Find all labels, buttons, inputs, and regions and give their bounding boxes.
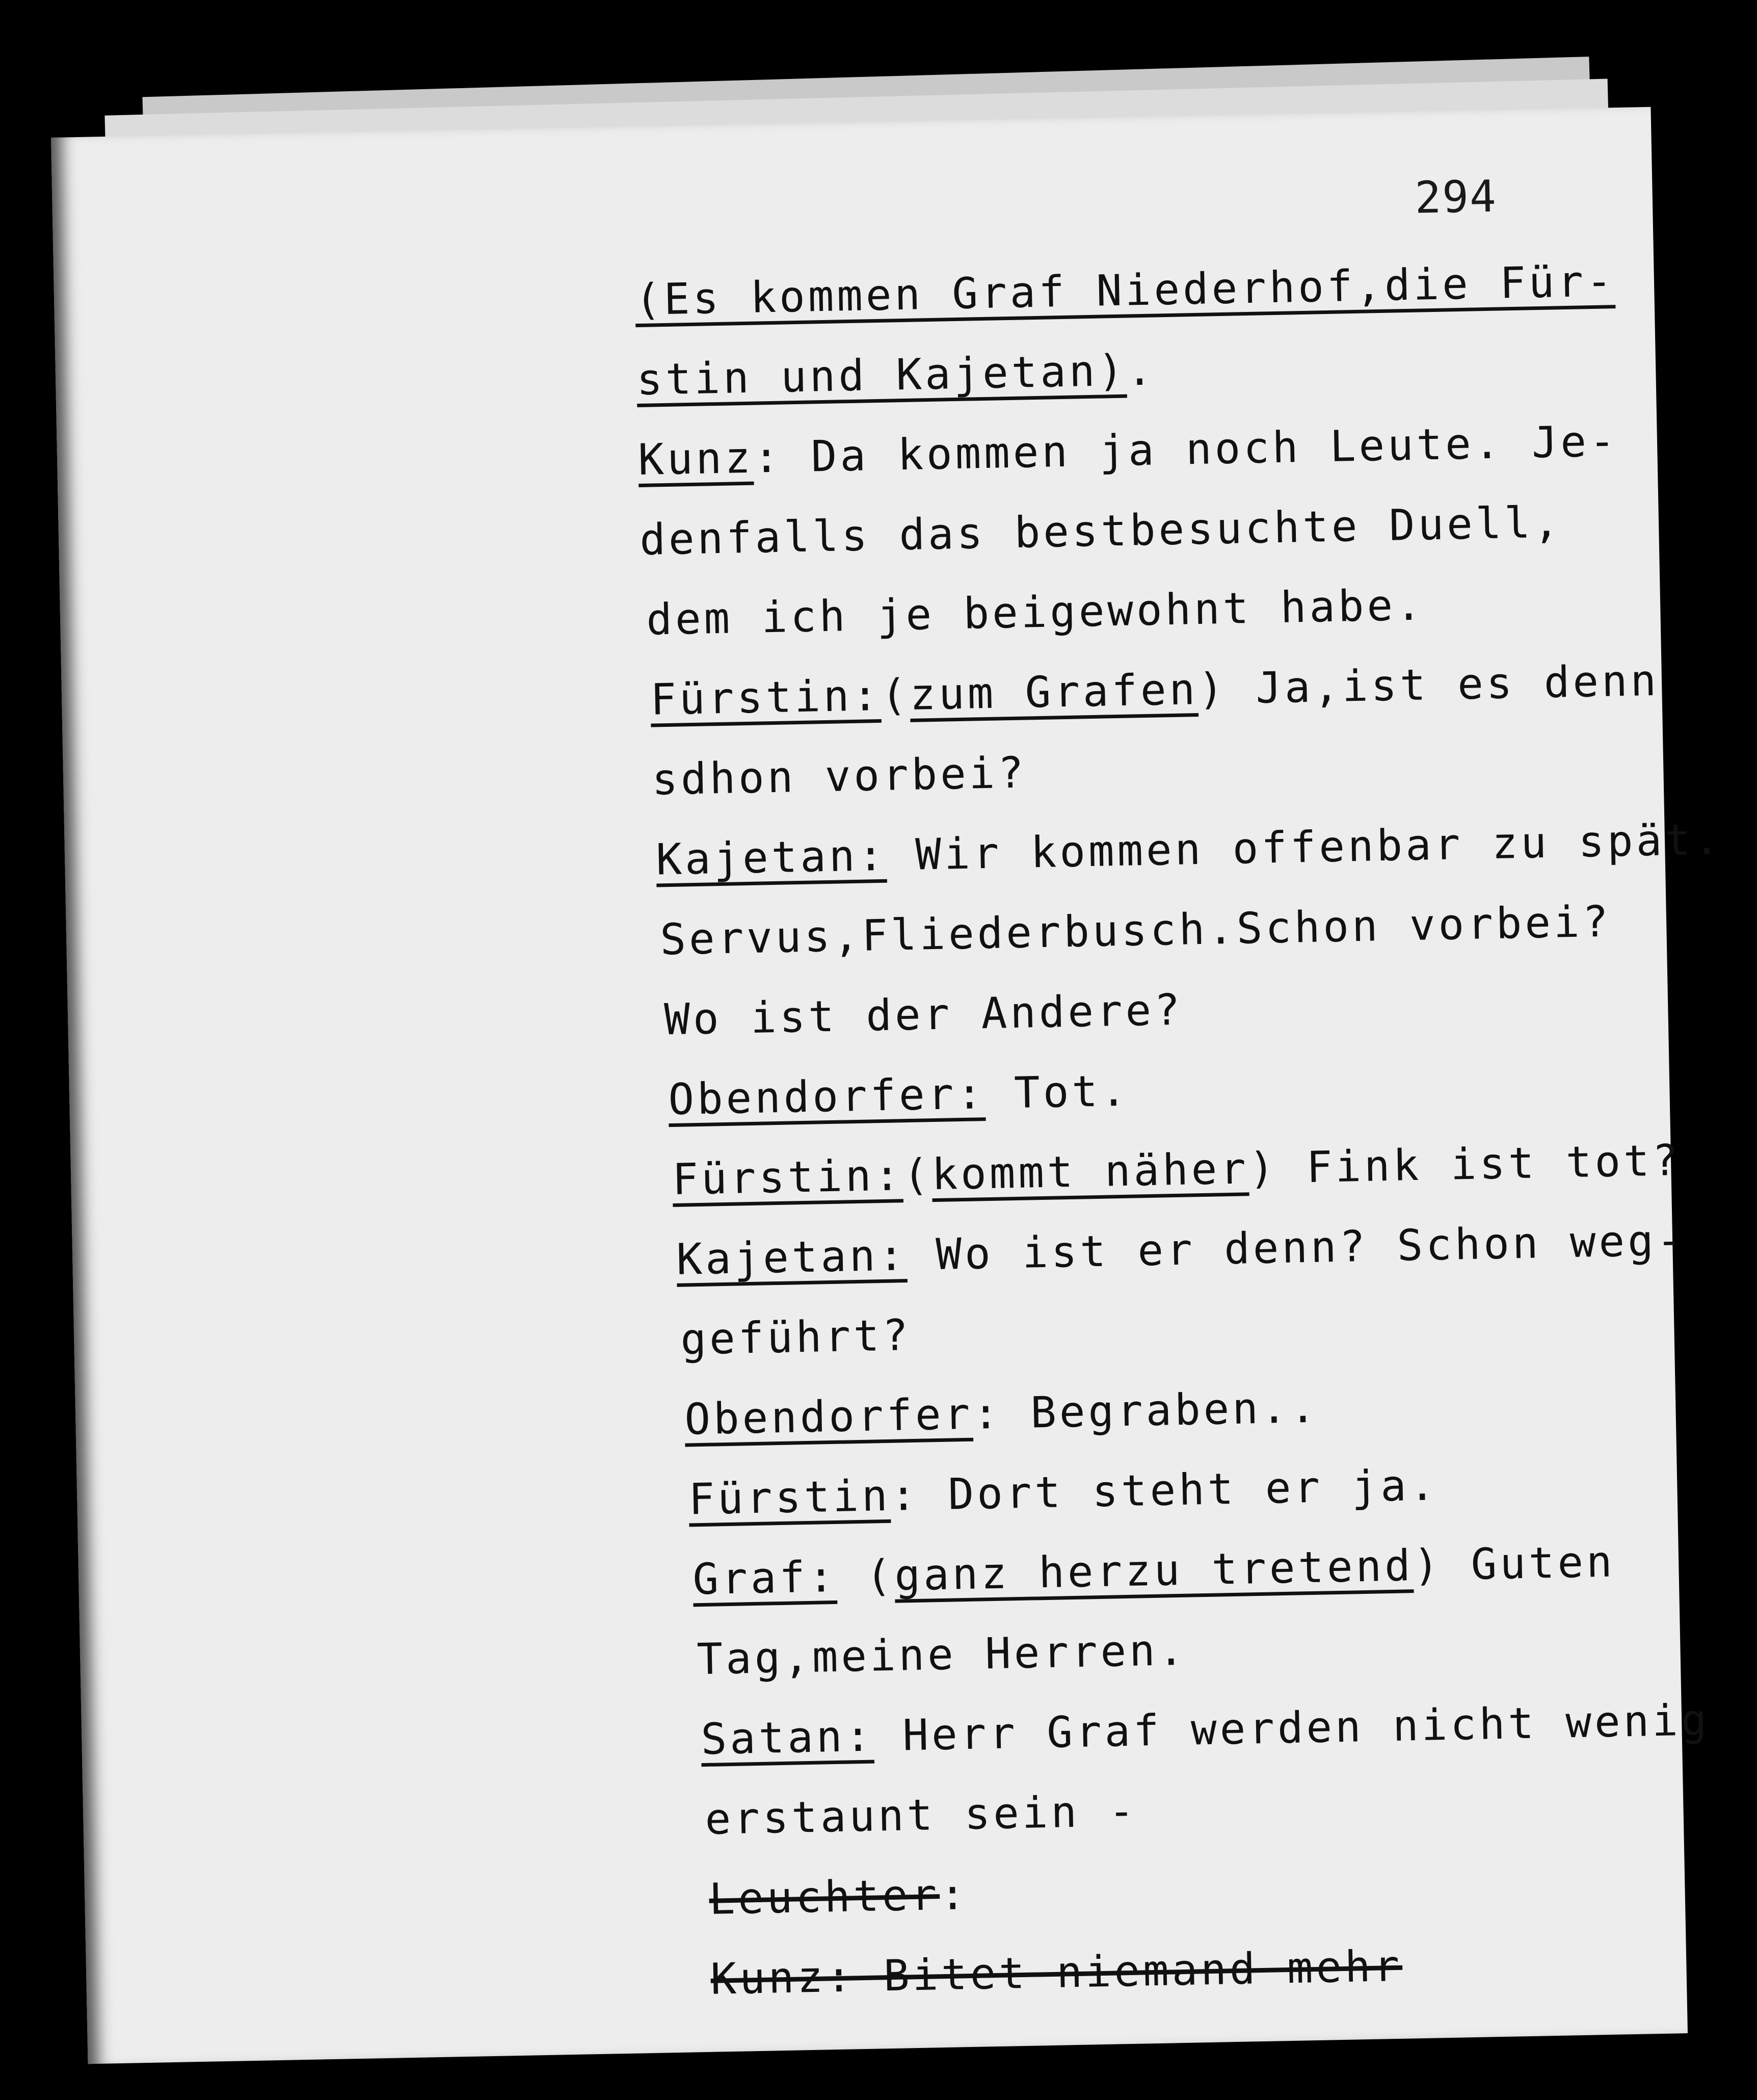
line-text: ) Guten: [1413, 1536, 1616, 1591]
underlined-text: zum Grafen: [909, 664, 1199, 720]
underlined-text: ganz herzu tretend: [894, 1540, 1414, 1600]
line-text: ) Ja,ist es denn: [1197, 655, 1660, 714]
line-text: denfalls das bestbesuchte Duell,: [639, 497, 1563, 565]
script-line: [680, 1309, 912, 1365]
struck-text: Leuchter: [708, 1870, 941, 1924]
script-line: [684, 1382, 1319, 1445]
script-line: [676, 1215, 1686, 1285]
underlined-text: Kunz: [637, 432, 754, 485]
line-text: geführt?: [680, 1310, 912, 1364]
script-line: [688, 1459, 1439, 1525]
line-text: Wo ist der Andere?: [663, 984, 1184, 1045]
script-line: [659, 896, 1611, 965]
underlined-text: kommt näher: [931, 1143, 1249, 1200]
line-text: Tot.: [984, 1065, 1130, 1119]
line-text: : Da kommen ja noch Leute. Je-: [753, 416, 1619, 483]
line-text: (: [880, 669, 911, 720]
script-line: [697, 1624, 1187, 1685]
underlined-text: Fürstin: [688, 1470, 891, 1525]
line-text: Servus,Fliederbusch.Schon vorbei?: [659, 896, 1612, 965]
line-text: erstaunt sein -: [704, 1786, 1138, 1844]
line-text: sdhon vorbei?: [651, 747, 1027, 805]
line-text: :: [939, 1869, 969, 1920]
line-text: .: [1126, 345, 1156, 396]
line-text: Wo ist er denn? Schon weg-: [907, 1215, 1686, 1280]
underlined-text: Kajetan:: [655, 830, 887, 885]
line-text: Wir kommen offenbar zu spät.: [886, 814, 1723, 880]
line-text: ) Fink ist tot?: [1248, 1135, 1682, 1194]
line-text: dem ich je beigewohnt habe.: [646, 580, 1425, 645]
line-text: : Dort steht er ja.: [890, 1460, 1439, 1520]
script-line: [672, 1135, 1682, 1205]
line-text: : Begraben..: [972, 1382, 1319, 1439]
script-line: [710, 1940, 1403, 2005]
script-line: [634, 255, 1615, 325]
script-line: [663, 984, 1183, 1045]
underlined-text: Fürstin:: [672, 1150, 903, 1204]
line-text: Tag,meine Herren.: [696, 1624, 1188, 1685]
script-line: [655, 813, 1723, 885]
underlined-text: Satan:: [700, 1711, 874, 1765]
underlined-text: Graf:: [692, 1551, 838, 1605]
line-text: (: [902, 1149, 933, 1200]
underlined-text: Obendorfer: [684, 1388, 974, 1445]
script-line: [668, 1065, 1130, 1125]
underlined-text: Kajetan:: [676, 1230, 908, 1284]
underlined-text: (Es kommen Graf Niederhof,die Für-: [634, 256, 1616, 325]
script-line: [701, 1694, 1711, 1765]
script-line: [637, 415, 1618, 485]
line-text: (: [836, 1550, 895, 1602]
struck-text: Kunz: Bitet niemand mehr: [710, 1940, 1403, 2004]
script-line: [646, 579, 1425, 645]
script-line: [693, 1536, 1616, 1605]
script-line: [709, 1869, 969, 1925]
line-text: Herr Graf werden nicht wenig: [873, 1695, 1711, 1761]
script-line: [651, 747, 1027, 805]
script-line: [705, 1786, 1138, 1845]
underlined-text: stin und Kajetan): [636, 345, 1127, 405]
script-line: [650, 655, 1660, 725]
underlined-text: Fürstin:: [650, 670, 882, 725]
script-line: [636, 344, 1156, 405]
script-line: [639, 496, 1562, 565]
underlined-text: Obendorfer:: [668, 1068, 986, 1125]
typescript-page: [51, 107, 1723, 2064]
page-number: 294: [1414, 171, 1498, 224]
